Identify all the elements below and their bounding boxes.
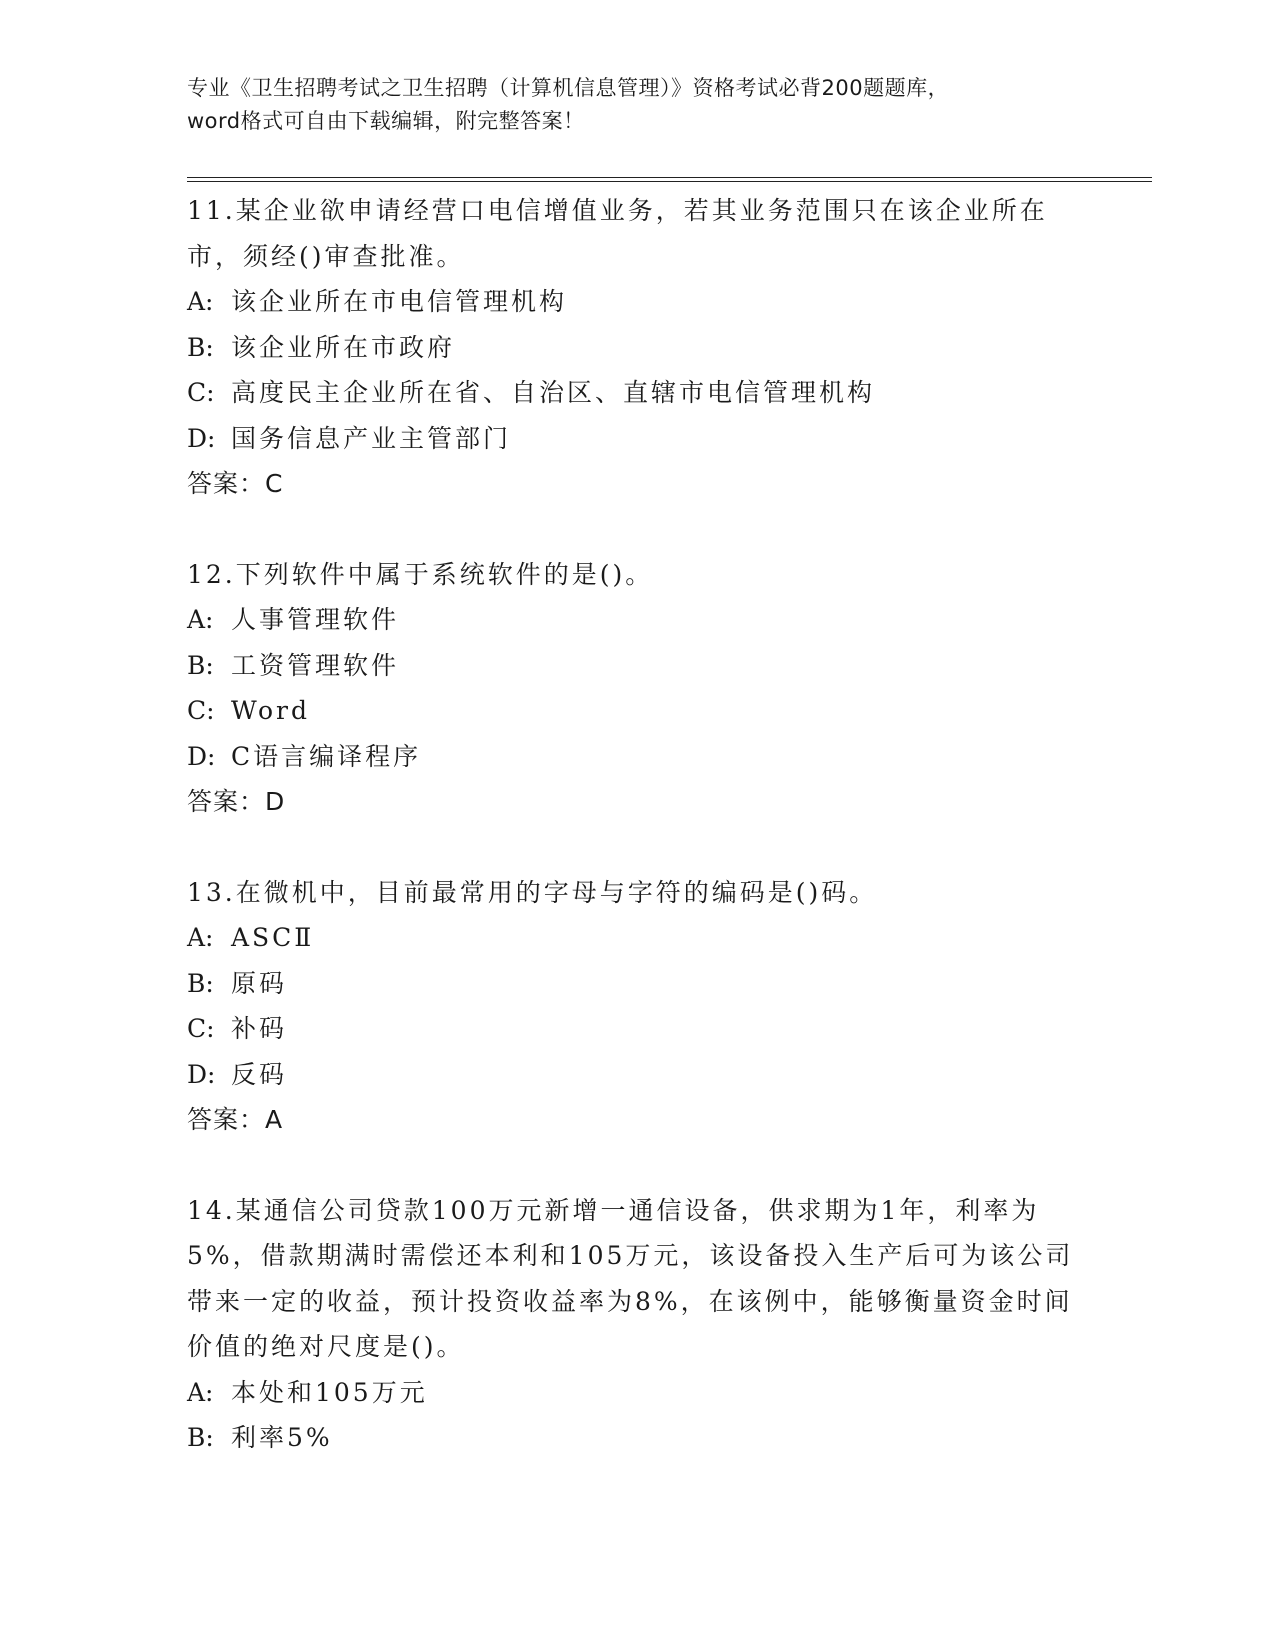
question-spacer <box>187 1143 1087 1188</box>
option-text: ASCⅡ <box>231 923 315 952</box>
option-b <box>187 961 1087 1007</box>
answer: 答案：C <box>187 469 284 498</box>
option-letter: A: <box>187 923 214 952</box>
option-letter: C: <box>187 696 215 725</box>
header-line-1: 专业《卫生招聘考试之卫生招聘（计算机信息管理）》资格考试必背200题题库， <box>187 76 950 100</box>
option-d <box>187 734 1087 780</box>
option-letter: A: <box>187 605 214 634</box>
option-b <box>187 325 1087 371</box>
option-b <box>187 643 1087 689</box>
question-stem: 12.下列软件中属于系统软件的是()。 <box>187 559 654 589</box>
option-text: 工资管理软件 <box>231 650 400 680</box>
option-a <box>187 915 1087 961</box>
option-letter: B: <box>187 1423 214 1452</box>
question-stem: 14.某通信公司贷款100万元新增一通信设备，供求期为1年，利率为5%，借款期满时需偿还本利和105万元，该设备投入生产后可为该公司带来一定的收益，预计投资收益率为8%，在该例中，能够衡量资金时间价值的绝对尺度是()。 <box>187 1195 1074 1361</box>
option-b <box>187 1415 1087 1461</box>
option-d <box>187 1052 1087 1098</box>
header-divider <box>187 177 1152 182</box>
option-text: 原码 <box>231 968 288 998</box>
option-letter: C: <box>187 1014 215 1043</box>
option-text: 利率5% <box>231 1423 333 1452</box>
option-c <box>187 688 1087 734</box>
option-text: 反码 <box>231 1059 288 1089</box>
answer: 答案：D <box>187 787 286 816</box>
option-text: 本处和105万元 <box>231 1377 428 1407</box>
option-a <box>187 597 1087 643</box>
option-text: 人事管理软件 <box>231 605 400 634</box>
question-13 <box>187 870 1087 1143</box>
option-d <box>187 416 1087 462</box>
option-letter: D: <box>187 423 216 453</box>
option-letter: C: <box>187 378 215 407</box>
option-letter: D: <box>187 741 216 771</box>
option-c <box>187 1006 1087 1052</box>
option-letter: D: <box>187 1059 216 1089</box>
option-text: Word <box>231 696 311 725</box>
option-text: 国务信息产业主管部门 <box>231 423 512 453</box>
option-text: 该企业所在市电信管理机构 <box>231 287 568 316</box>
option-c <box>187 370 1087 416</box>
option-text: C语言编译程序 <box>231 741 422 771</box>
question-11 <box>187 188 1087 507</box>
question-stem: 13.在微机中，目前最常用的字母与字符的编码是()码。 <box>187 877 878 907</box>
option-letter: A: <box>187 287 214 316</box>
page-header <box>187 72 1087 138</box>
option-text: 该企业所在市政府 <box>231 332 456 362</box>
option-letter: B: <box>187 650 214 680</box>
option-a <box>187 279 1087 325</box>
question-spacer <box>187 825 1087 870</box>
option-text: 补码 <box>231 1014 288 1043</box>
option-letter: A: <box>187 1377 214 1407</box>
header-line-2: word格式可自由下载编辑，附完整答案！ <box>187 109 585 133</box>
option-a <box>187 1370 1087 1416</box>
question-spacer <box>187 507 1087 552</box>
question-12 <box>187 552 1087 825</box>
question-stem: 11.某企业欲申请经营口电信增值业务，若其业务范围只在该企业所在市，须经()审查批准。 <box>187 196 1048 271</box>
option-letter: B: <box>187 968 214 998</box>
question-14 <box>187 1188 1087 1461</box>
option-text: 高度民主企业所在省、自治区、直辖市电信管理机构 <box>231 378 876 407</box>
option-letter: B: <box>187 332 214 362</box>
answer: 答案：A <box>187 1105 284 1134</box>
question-list <box>187 188 1087 1461</box>
